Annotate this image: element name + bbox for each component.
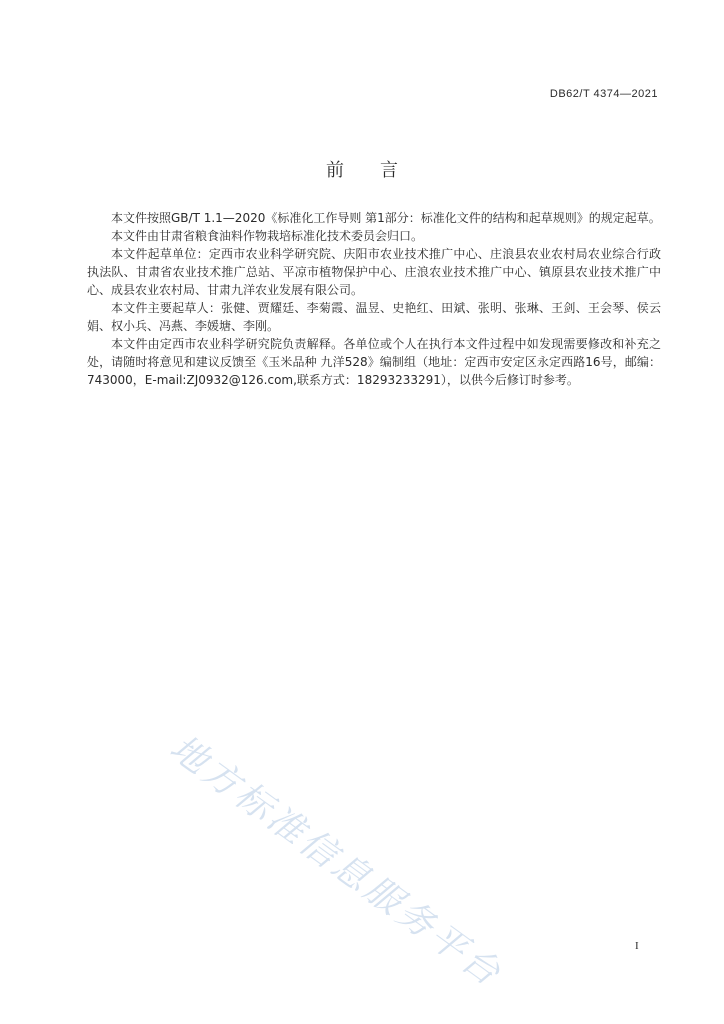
paragraph-drafters: 本文件主要起草人：张健、贾耀廷、李菊霞、温昱、史艳红、田斌、张明、张琳、王剑、王会琴、侯云娟、权小兵、冯燕、李媛塘、李刚。: [87, 301, 661, 333]
paragraph-drafting-units: 本文件起草单位：定西市农业科学研究院、庆阳市农业技术推广中心、庄浪县农业农村局农业综合行政执法队、甘肃省农业技术推广总站、平凉市植物保护中心、庄浪农业技术推广中心、镇原县农业技术推广中心、成县农业农村局、甘肃九洋农业发展有限公司。: [87, 247, 661, 297]
watermark: 地方标准信息服务平台: [162, 727, 510, 996]
paragraph-interpretation: 本文件由定西市农业科学研究院负责解释。各单位或个人在执行本文件过程中如发现需要修改和补充之处，请随时将意见和建议反馈至《玉米品种 九洋528》编制组（地址：定西市安定区永定西路16号，邮编：743000，E-mail:ZJ0932@126.com,联系方式：18293233291），以供今后修订时参考。: [87, 337, 661, 387]
paragraph-committee: 本文件由甘肃省粮食油料作物栽培标准化技术委员会归口。: [111, 229, 424, 243]
page-number: I: [635, 940, 639, 952]
page-title: 前言: [326, 160, 434, 181]
standard-code: DB62/T 4374—2021: [549, 88, 658, 100]
paragraph-drafting-rules: 本文件按照GB/T 1.1—2020《标准化工作导则 第1部分：标准化文件的结构和起草规则》的规定起草。: [111, 211, 661, 225]
foreword-body: [87, 209, 661, 389]
